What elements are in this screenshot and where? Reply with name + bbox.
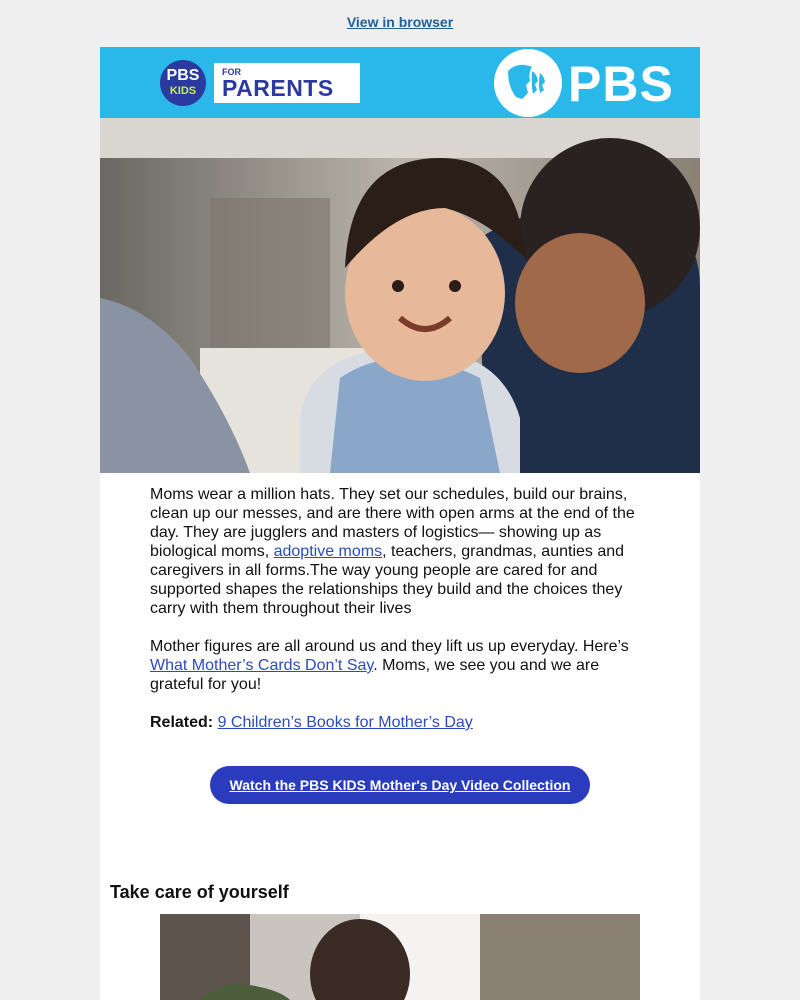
pbs-logo [494, 49, 674, 115]
pbs-wordmark: PBS [568, 56, 674, 112]
adoptive-moms-link[interactable]: adoptive moms [273, 543, 383, 560]
email-container [100, 47, 700, 1000]
take-care-heading: Take care of yourself [110, 882, 289, 902]
pbs-kids-logo [160, 60, 206, 106]
intro-paragraph [150, 485, 650, 618]
related-paragraph [150, 713, 650, 732]
mother-figures-text-2: . Moms, we see you and we are grateful for you! [150, 657, 600, 693]
for-label: FOR [222, 67, 241, 77]
view-in-browser-bar [0, 0, 800, 33]
intro-text-2: , teachers, grandmas, aunties and caregivers in all forms.The way young people are cared for and supported shapes the relationships they build and the choices they carry with them throughout their lives [150, 543, 625, 617]
pbs-heads-icon [494, 49, 562, 117]
watch-video-collection-button[interactable]: Watch the PBS KIDS Mother's Day Video Collection [210, 766, 591, 804]
email-body [100, 473, 700, 732]
cta-wrapper [100, 766, 700, 804]
related-label: Related: [150, 714, 214, 731]
parents-label: PARENTS [222, 75, 334, 101]
self-care-image [160, 914, 640, 1000]
pbs-kids-logo-top: PBS [166, 67, 200, 84]
for-parents-logo [214, 63, 360, 103]
intro-text-1: Moms wear a million hats. They set our schedules, build our brains, clean up our messes, and are there with open arms at the end of the day. They are jugglers and masters of logistics— showing up as biological moms, [150, 486, 635, 560]
email-header [100, 47, 700, 118]
mother-figures-text-1: Mother figures are all around us and they lift us up everyday. Here’s [150, 638, 629, 655]
mothers-cards-link[interactable]: What Mother’s Cards Don’t Say [150, 657, 374, 674]
view-in-browser-link[interactable]: View in browser [346, 14, 454, 30]
hero-image [100, 118, 700, 473]
childrens-books-link[interactable]: 9 Children’s Books for Mother’s Day [217, 714, 473, 731]
mother-figures-paragraph [150, 637, 650, 694]
pbs-kids-logo-bottom: KIDS [169, 85, 197, 97]
